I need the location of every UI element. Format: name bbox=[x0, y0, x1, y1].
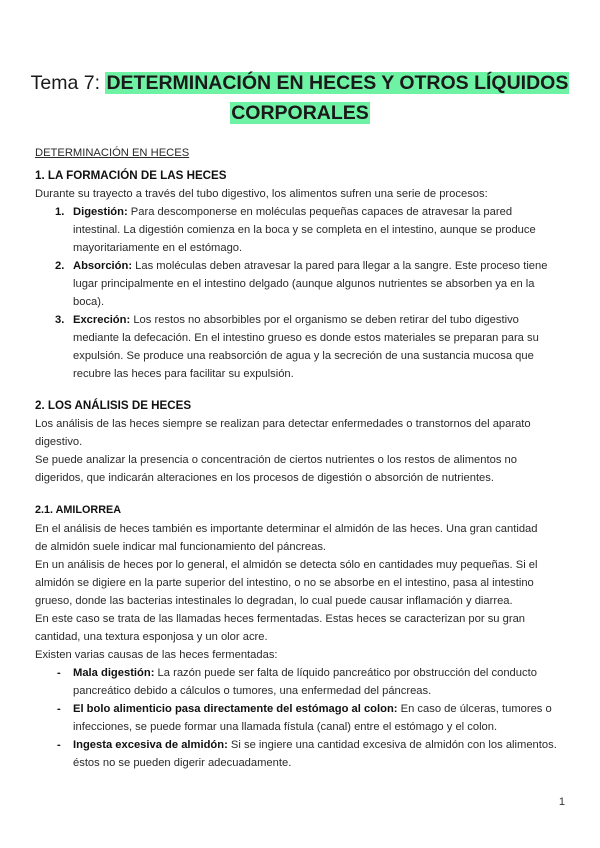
title-highlight-line1: DETERMINACIÓN EN HECES Y OTROS LÍQUIDOS bbox=[106, 72, 569, 94]
list-item bbox=[73, 203, 512, 221]
list-item-text: intestinal. La digestión comienza en la boca y se completa en el intestino, aunque se produce bbox=[73, 224, 536, 236]
list-item-term: Absorción: bbox=[73, 260, 133, 272]
bullet-text: En caso de úlceras, tumores o bbox=[397, 703, 552, 715]
list-item-text: mayoritariamente en el estómago. bbox=[73, 242, 243, 254]
list-item bbox=[73, 257, 547, 275]
paragraph-line: cantidad, una textura esponjosa y un olor acre. bbox=[35, 631, 268, 643]
bullet-item bbox=[73, 700, 552, 718]
bullet-term: El bolo alimenticio pasa directamente del estómago al colon: bbox=[73, 703, 398, 715]
list-item-text: Las moléculas deben atravesar la pared para llegar a la sangre. Este proceso tiene bbox=[132, 260, 548, 272]
list-item-text: Los restos no absorbibles por el organismo se deben retirar del tubo digestivo bbox=[130, 314, 519, 326]
bullet-text: pancreático debido a cálculos o tumores, una enfermedad del páncreas. bbox=[73, 685, 432, 697]
paragraph-line: almidón se digiere en la parte superior del intestino, o no se absorbe en el intestino, pasa al intestino bbox=[35, 577, 534, 589]
paragraph-line: Los análisis de las heces siempre se realizan para detectar enfermedades o transtornos del aparato bbox=[35, 418, 531, 430]
title-highlight-line2: CORPORALES bbox=[231, 102, 369, 124]
list-number: 1. bbox=[55, 206, 65, 218]
paragraph-line: En un análisis de heces por lo general, el almidón se detecta sólo en cantidades muy pequeñas. Si el bbox=[35, 559, 538, 571]
list-number: 2. bbox=[55, 260, 65, 272]
list-item-text: boca). bbox=[73, 296, 105, 308]
bullet-term: Ingesta excesiva de almidón: bbox=[73, 739, 228, 751]
bullet-dash: - bbox=[57, 667, 61, 679]
heading-1: 1. LA FORMACIÓN DE LAS HECES bbox=[35, 169, 227, 182]
s1-intro: Durante su trayecto a través del tubo digestivo, los alimentos sufren una serie de procesos: bbox=[35, 188, 488, 200]
bullet-text: infecciones, se puede formar una llamada fístula (canal) entre el estómago y el colon. bbox=[73, 721, 498, 733]
list-item bbox=[73, 311, 519, 329]
list-item-term: Excreción: bbox=[73, 314, 131, 326]
list-number: 3. bbox=[55, 314, 65, 326]
paragraph-line: grueso, donde las bacterias intestinales lo degradan, lo cual puede causar inflamación y diarrea. bbox=[35, 595, 513, 607]
page-number: 1 bbox=[558, 796, 565, 808]
list-item-text: lugar principalmente en el intestino delgado (aunque algunos nutrientes se absorben ya en la bbox=[73, 278, 535, 290]
heading-2-1: 2.1. AMILORREA bbox=[35, 504, 121, 516]
paragraph-line: En este caso se trata de las llamadas heces fermentadas. Estas heces se caracterizan por su gran bbox=[35, 613, 526, 625]
bullet-item bbox=[73, 664, 537, 682]
list-item-text: mediante la defecación. En el intestino grueso es donde estos materiales se preparan para su bbox=[73, 332, 539, 344]
bullet-text: éstos no se pueden digerir adecuadamente. bbox=[73, 757, 292, 769]
list-item-text: recubre las heces para facilitar su expulsión. bbox=[73, 368, 294, 380]
bullet-text: La razón puede ser falta de líquido pancreático por obstrucción del conducto bbox=[154, 667, 537, 679]
paragraph-line: Se puede analizar la presencia o concentración de ciertos nutrientes o los restos de alimentos no bbox=[35, 454, 517, 466]
bullet-dash: - bbox=[57, 739, 61, 751]
bullet-text: Si se ingiere una cantidad excesiva de almidón con los alimentos. bbox=[227, 739, 557, 751]
bullet-item bbox=[73, 736, 557, 754]
section-label: DETERMINACIÓN EN HECES bbox=[35, 147, 190, 159]
document-title bbox=[30, 68, 570, 128]
bullet-dash: - bbox=[57, 703, 61, 715]
list-item-text: Para descomponerse en moléculas pequeñas capaces de atravesar la pared bbox=[127, 206, 513, 218]
paragraph-line: digeridos, que indicarán alteraciones en los procesos de digestión o absorción de nutrientes. bbox=[35, 472, 494, 484]
list-item-term: Digestión: bbox=[73, 206, 128, 218]
title-prefix: Tema 7: bbox=[30, 72, 106, 94]
paragraph-line: Existen varias causas de las heces fermentadas: bbox=[35, 649, 278, 661]
bullet-term: Mala digestión: bbox=[73, 667, 155, 679]
paragraph-line: digestivo. bbox=[35, 436, 83, 448]
paragraph-line: de almidón suele indicar mal funcionamiento del páncreas. bbox=[35, 541, 327, 553]
list-item-text: expulsión. Se produce una reabsorción de agua y la secreción de una sustancia mucosa que bbox=[73, 350, 534, 362]
paragraph-line: En el análisis de heces también es importante determinar el almidón de las heces. Una gran cantidad bbox=[35, 523, 538, 535]
heading-2: 2. LOS ANÁLISIS DE HECES bbox=[35, 399, 192, 412]
